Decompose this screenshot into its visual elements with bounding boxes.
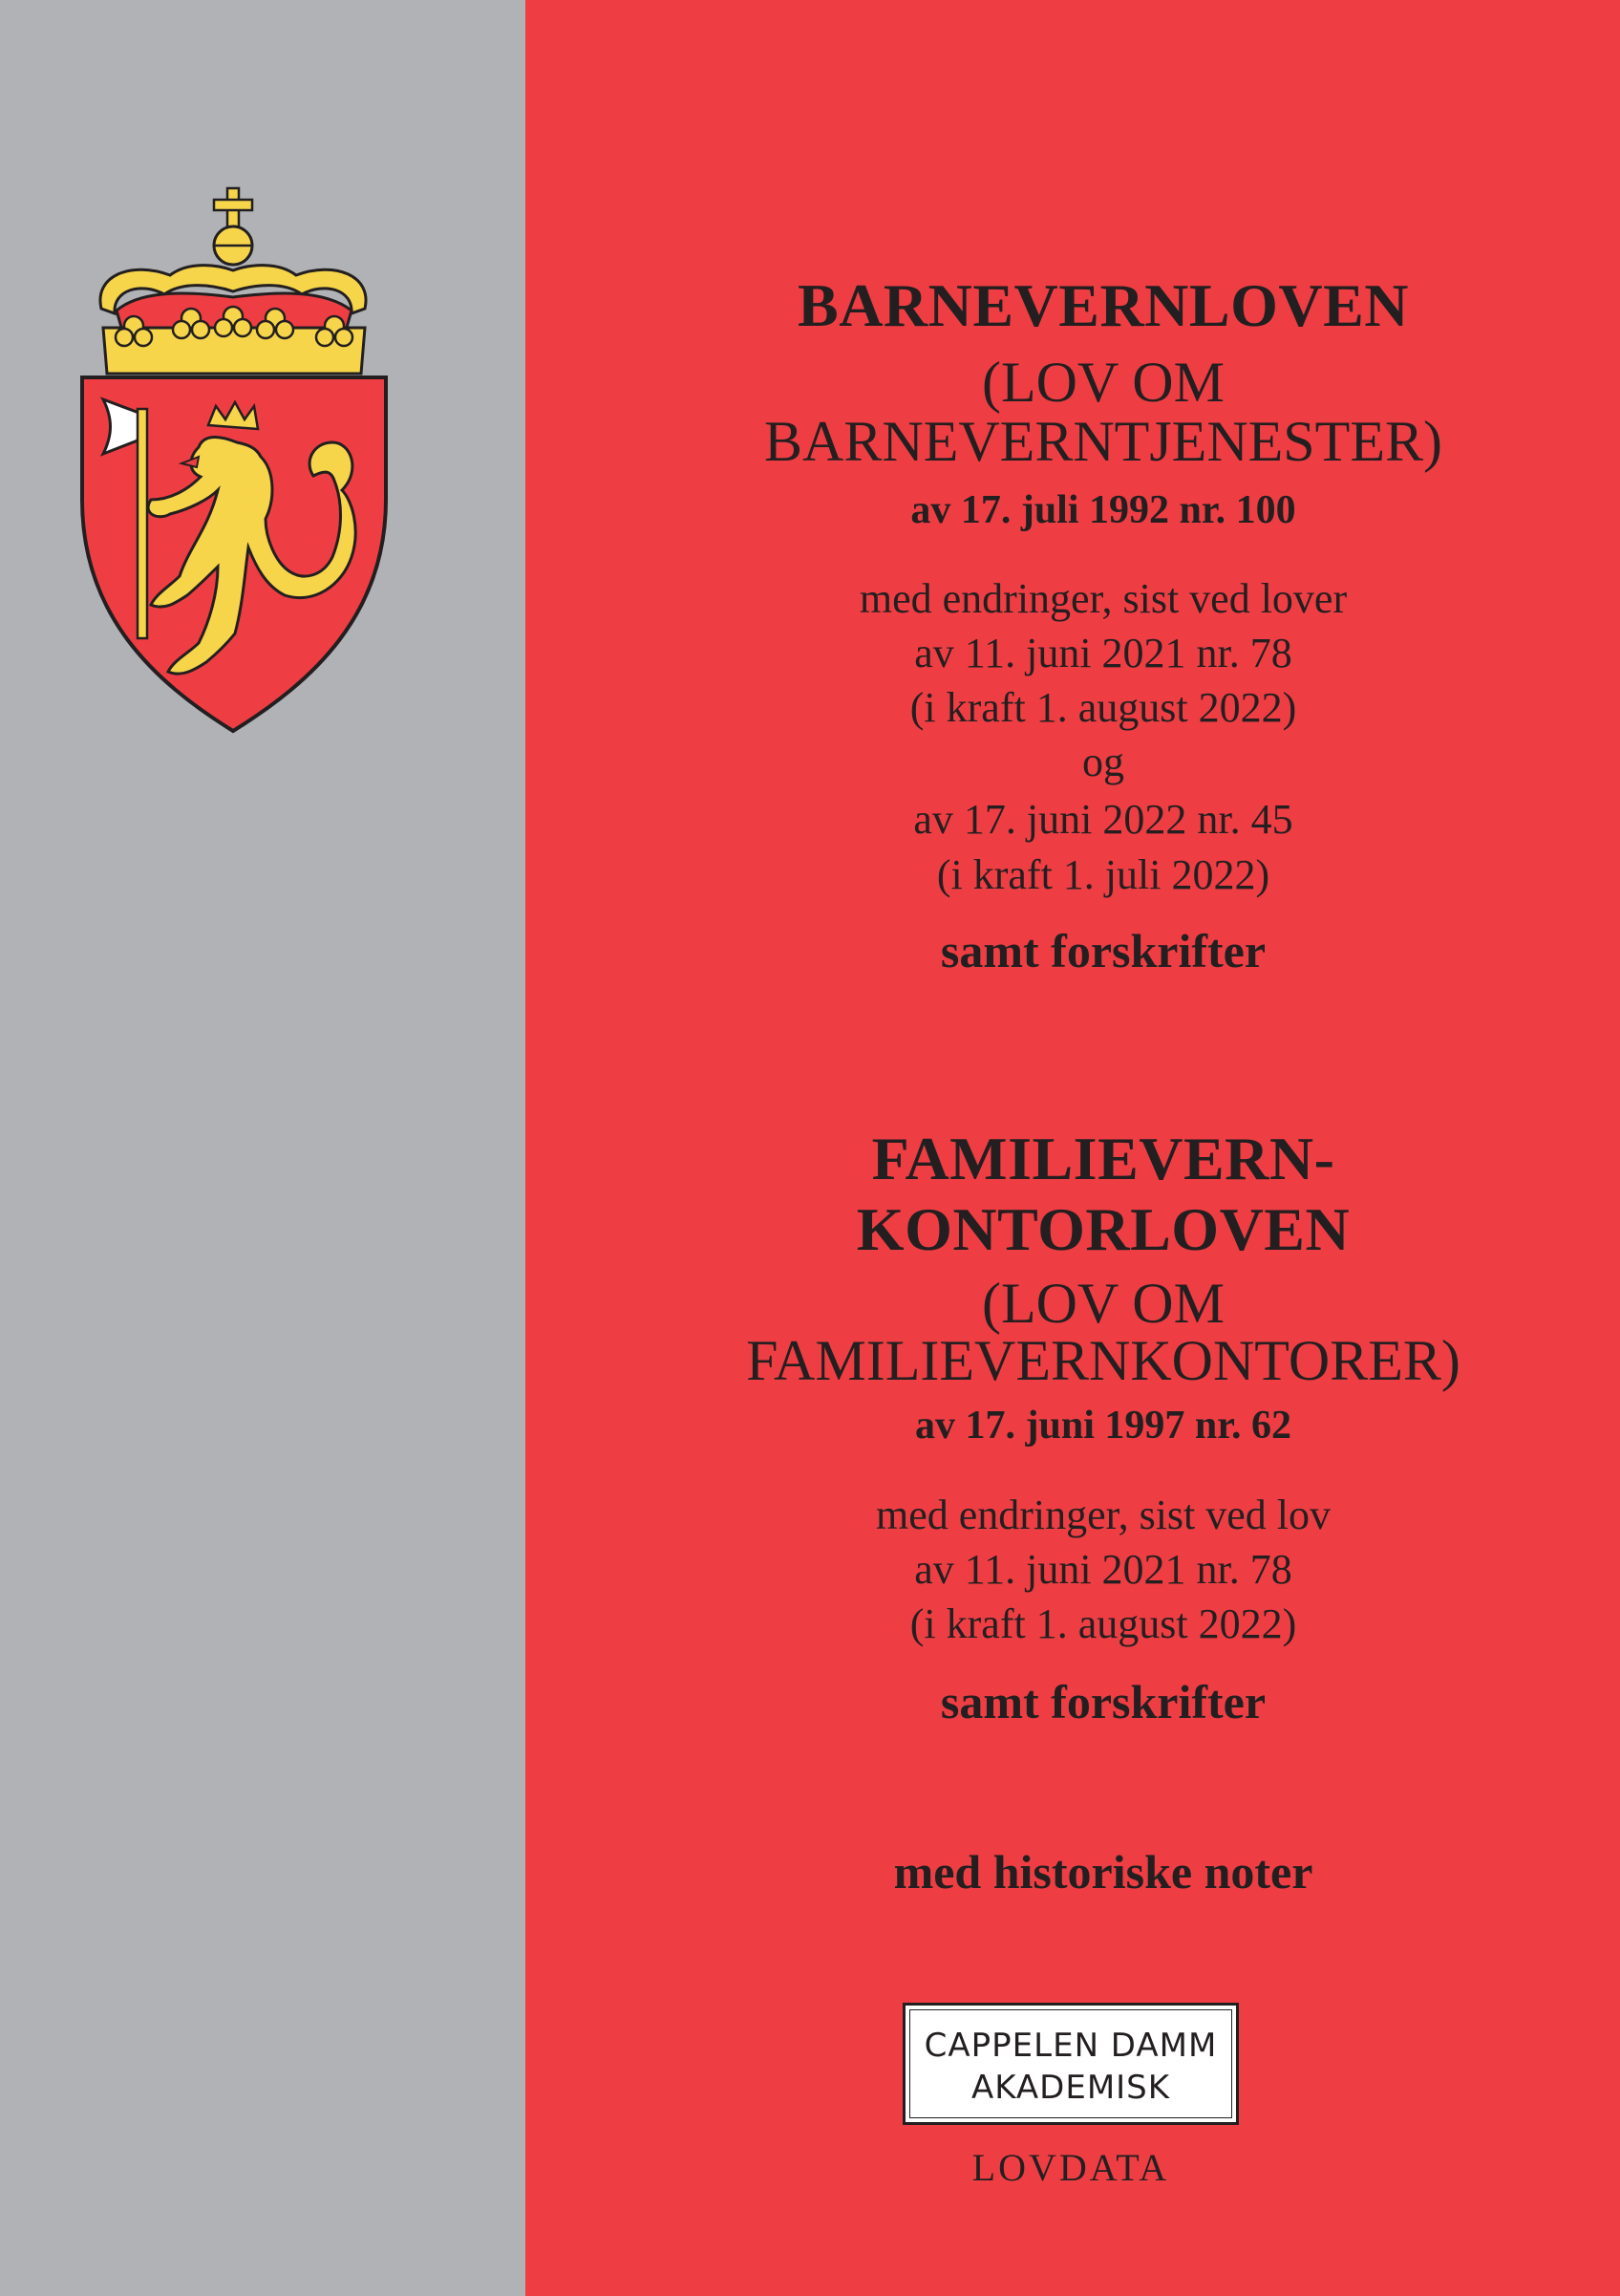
publisher-line2: AKADEMISK: [970, 2069, 1171, 2107]
law1-title: BARNEVERNLOVEN: [798, 271, 1409, 339]
imprint-lovdata: LOVDATA: [971, 2146, 1170, 2189]
law1-amend-line5: av 17. juni 2022 nr. 45: [913, 796, 1293, 843]
law1-date: av 17. juli 1992 nr. 100: [910, 488, 1296, 532]
law2-title-line1: FAMILIEVERN-: [871, 1125, 1335, 1192]
law1-subtitle-line1: (LOV OM: [982, 351, 1225, 414]
law1-amend-line6: (i kraft 1. juli 2022): [936, 851, 1270, 898]
law1-amend-line3: (i kraft 1. august 2022): [909, 684, 1297, 731]
law2-title-line2: KONTORLOVEN: [856, 1195, 1351, 1263]
law1-amend-line2: av 11. juni 2021 nr. 78: [914, 630, 1292, 676]
law1-supplement: samt forskrifter: [940, 924, 1267, 977]
law2-amend-line3: (i kraft 1. august 2022): [909, 1600, 1297, 1647]
left-grey-panel: [0, 0, 525, 2296]
law2-amend-line1: med endringer, sist ved lov: [875, 1491, 1332, 1538]
publisher-logo: [903, 2003, 1239, 2125]
norwegian-coat-of-arms-icon: [75, 184, 394, 736]
law1-amend-line1: med endringer, sist ved lover: [859, 575, 1348, 622]
law2-subtitle-line2: FAMILIEVERNKONTORER): [746, 1329, 1460, 1392]
law1-subtitle-line2: BARNEVERNTJENESTER): [764, 410, 1442, 473]
historical-notes: med historiske noter: [893, 1845, 1313, 1899]
law2-amend-line2: av 11. juni 2021 nr. 78: [914, 1546, 1292, 1593]
law2-supplement: samt forskrifter: [940, 1675, 1267, 1728]
law2-subtitle-line1: (LOV OM: [982, 1272, 1225, 1335]
law2-date: av 17. juni 1997 nr. 62: [914, 1404, 1292, 1448]
publisher-line1: CAPPELEN DAMM: [924, 2027, 1218, 2065]
law1-amend-line4: og: [1082, 739, 1124, 785]
